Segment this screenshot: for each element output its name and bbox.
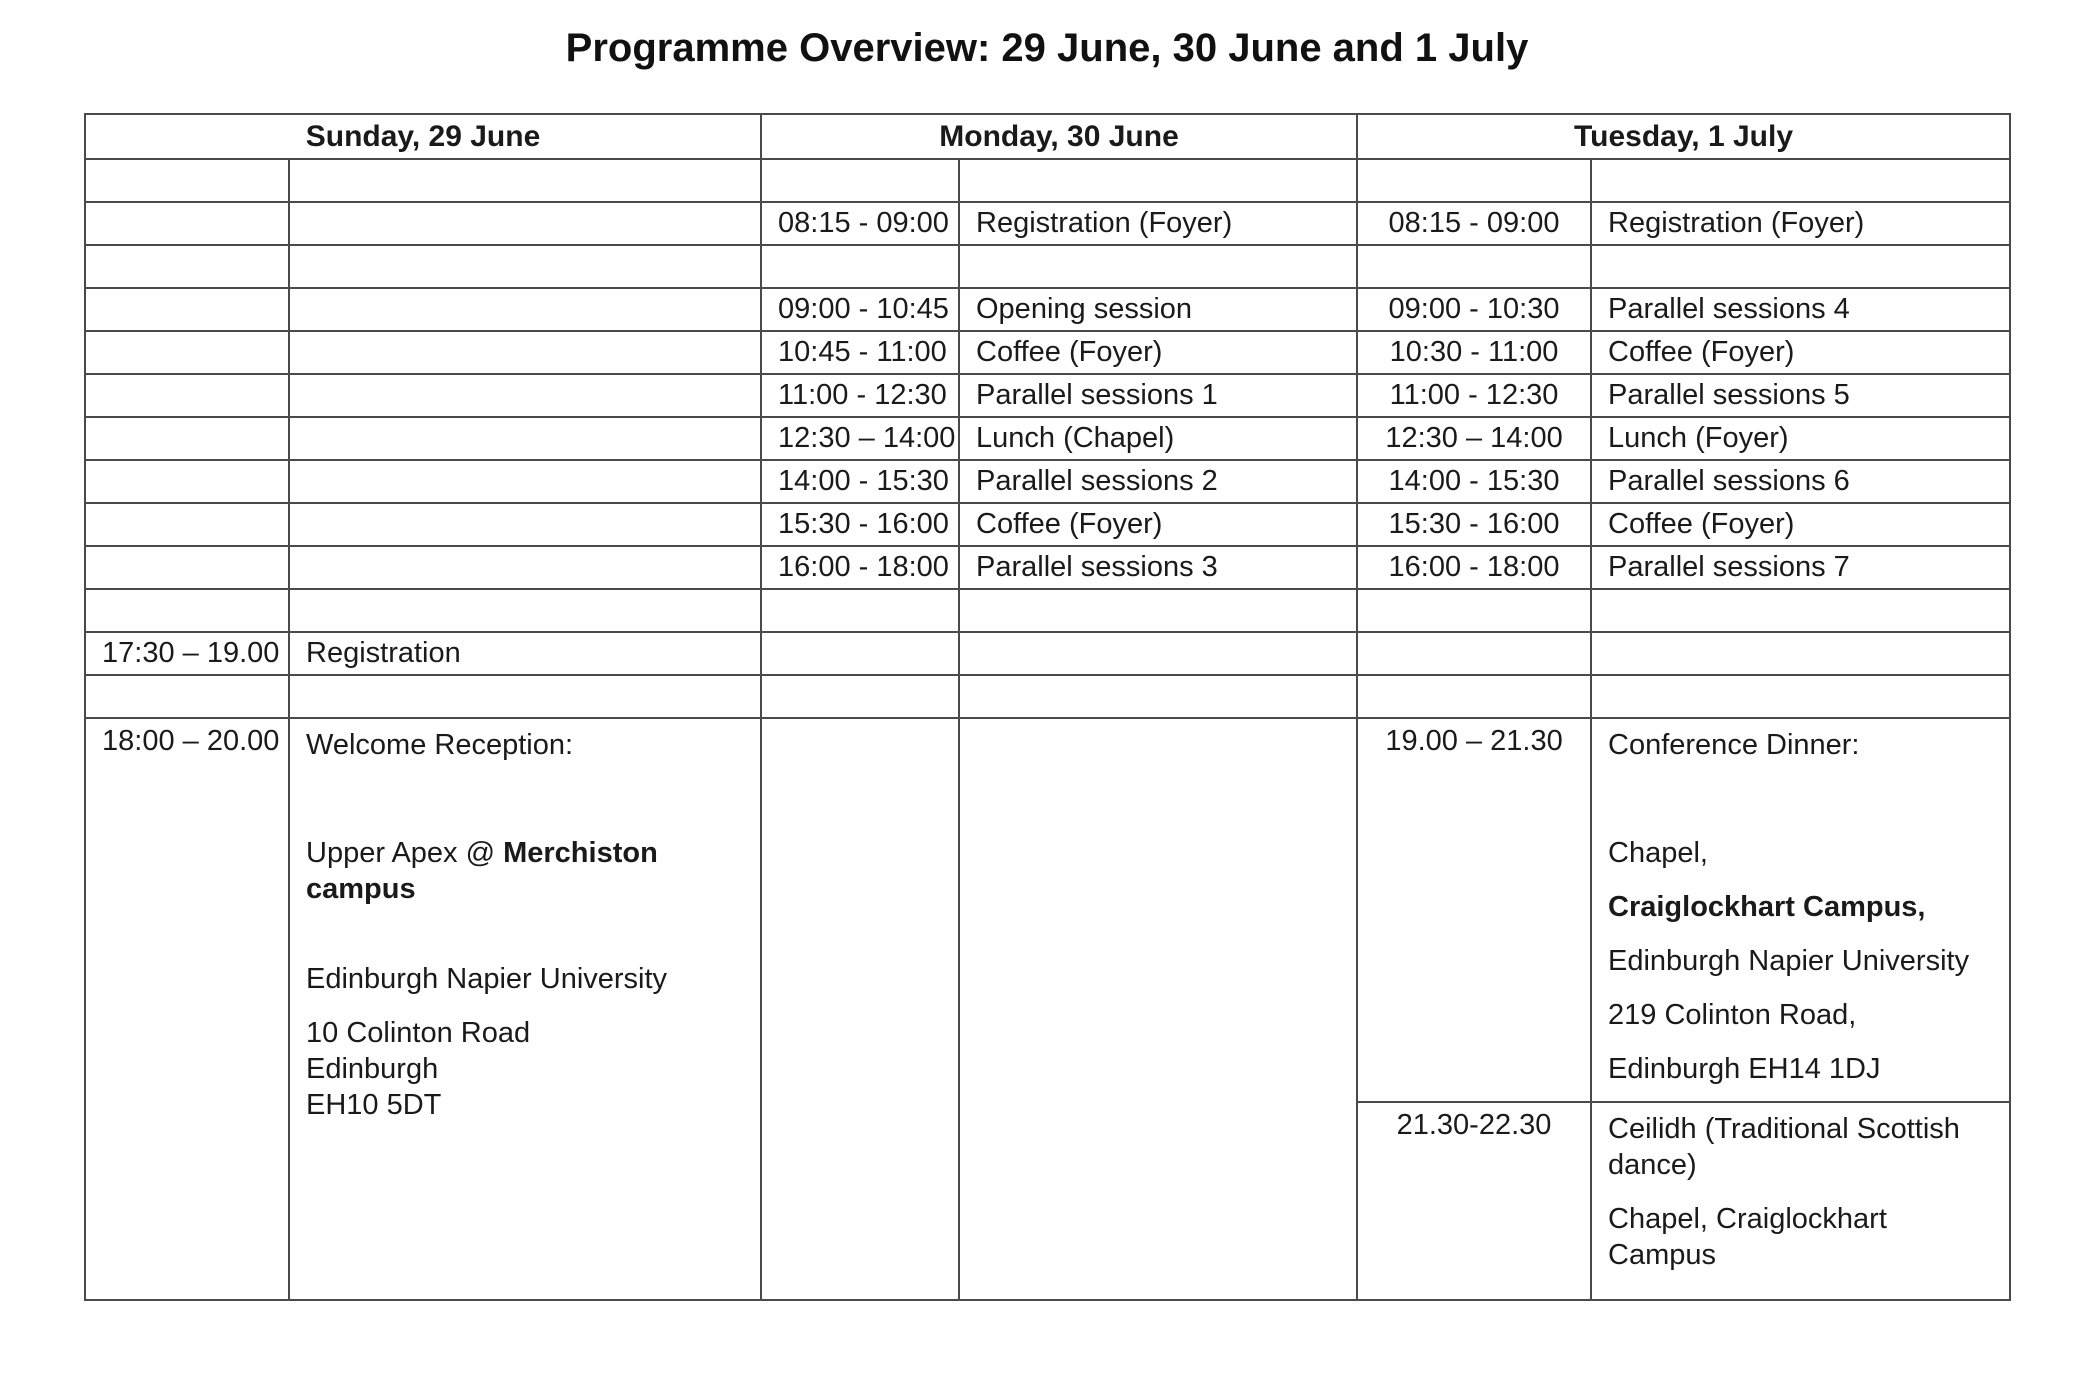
mon-event: Lunch (Chapel) [959, 417, 1357, 460]
tue-event: Registration (Foyer) [1591, 202, 2010, 245]
dinner-time: 19.00 – 21.30 [1357, 718, 1591, 1102]
empty-row [85, 245, 2010, 288]
table-row [85, 374, 2010, 417]
mon-time: 09:00 - 10:45 [761, 288, 959, 331]
reception-venue: Upper Apex @ [306, 837, 504, 869]
reception-details [289, 718, 761, 1300]
dinner-city: Edinburgh EH14 1DJ [1608, 1053, 1881, 1085]
dinner-campus: Craiglockhart Campus, [1608, 891, 1926, 923]
ceilidh-time: 21.30-22.30 [1357, 1102, 1591, 1300]
mon-event: Registration (Foyer) [959, 202, 1357, 245]
dinner-university: Edinburgh Napier University [1608, 945, 1970, 977]
programme-table [84, 113, 2011, 1301]
empty-row [85, 589, 2010, 632]
table-row [85, 202, 2010, 245]
tue-event: Parallel sessions 7 [1591, 546, 2010, 589]
mon-time: 16:00 - 18:00 [761, 546, 959, 589]
reception-campus: Merchiston campus [306, 837, 658, 905]
mon-event: Opening session [959, 288, 1357, 331]
sun-time: 17:30 – 19.00 [85, 632, 289, 675]
table-row [85, 417, 2010, 460]
reception-postcode: EH10 5DT [306, 1089, 442, 1121]
mon-event: Coffee (Foyer) [959, 503, 1357, 546]
reception-city: Edinburgh [306, 1053, 439, 1085]
tue-event: Lunch (Foyer) [1591, 417, 2010, 460]
table-row [85, 460, 2010, 503]
table-row [85, 331, 2010, 374]
reception-time: 18:00 – 20.00 [85, 718, 289, 1300]
tue-event: Coffee (Foyer) [1591, 503, 2010, 546]
empty-row [85, 159, 2010, 202]
day-header-row [85, 114, 2010, 159]
sun-event: Registration [289, 632, 761, 675]
mon-time: 12:30 – 14:00 [761, 417, 959, 460]
reception-street: 10 Colinton Road [306, 1017, 531, 1049]
tue-time: 16:00 - 18:00 [1357, 546, 1591, 589]
mon-time: 10:45 - 11:00 [761, 331, 959, 374]
dinner-details [1591, 718, 2010, 1102]
mon-event: Parallel sessions 1 [959, 374, 1357, 417]
tue-event: Parallel sessions 6 [1591, 460, 2010, 503]
tue-time: 12:30 – 14:00 [1357, 417, 1591, 460]
tue-time: 11:00 - 12:30 [1357, 374, 1591, 417]
tue-event: Parallel sessions 4 [1591, 288, 2010, 331]
dinner-place: Chapel, [1608, 837, 1708, 869]
day-header-monday: Monday, 30 June [761, 114, 1357, 159]
reception-title: Welcome Reception: [306, 729, 574, 761]
empty-row [85, 675, 2010, 718]
tue-time: 09:00 - 10:30 [1357, 288, 1591, 331]
dinner-title: Conference Dinner: [1608, 729, 1860, 761]
dinner-street: 219 Colinton Road, [1608, 999, 1857, 1031]
mon-time: 14:00 - 15:30 [761, 460, 959, 503]
tue-time: 10:30 - 11:00 [1357, 331, 1591, 374]
mon-time: 11:00 - 12:30 [761, 374, 959, 417]
table-row [85, 546, 2010, 589]
evening-row [85, 718, 2010, 1102]
page-title: Programme Overview: 29 June, 30 June and 1 July [565, 26, 1529, 70]
tue-event: Parallel sessions 5 [1591, 374, 2010, 417]
tue-time: 08:15 - 09:00 [1357, 202, 1591, 245]
table-row [85, 503, 2010, 546]
mon-event: Parallel sessions 3 [959, 546, 1357, 589]
day-header-tuesday: Tuesday, 1 July [1357, 114, 2010, 159]
mon-time: 15:30 - 16:00 [761, 503, 959, 546]
ceilidh-title: Ceilidh (Traditional Scottish dance) [1608, 1113, 1960, 1181]
reception-university: Edinburgh Napier University [306, 963, 668, 995]
mon-time: 08:15 - 09:00 [761, 202, 959, 245]
table-row [85, 288, 2010, 331]
tue-time: 15:30 - 16:00 [1357, 503, 1591, 546]
mon-event: Coffee (Foyer) [959, 331, 1357, 374]
day-header-sunday: Sunday, 29 June [85, 114, 761, 159]
tue-event: Coffee (Foyer) [1591, 331, 2010, 374]
mon-event: Parallel sessions 2 [959, 460, 1357, 503]
table-row [85, 632, 2010, 675]
tue-time: 14:00 - 15:30 [1357, 460, 1591, 503]
ceilidh-details [1591, 1102, 2010, 1300]
ceilidh-location: Chapel, Craiglockhart Campus [1608, 1203, 1887, 1271]
